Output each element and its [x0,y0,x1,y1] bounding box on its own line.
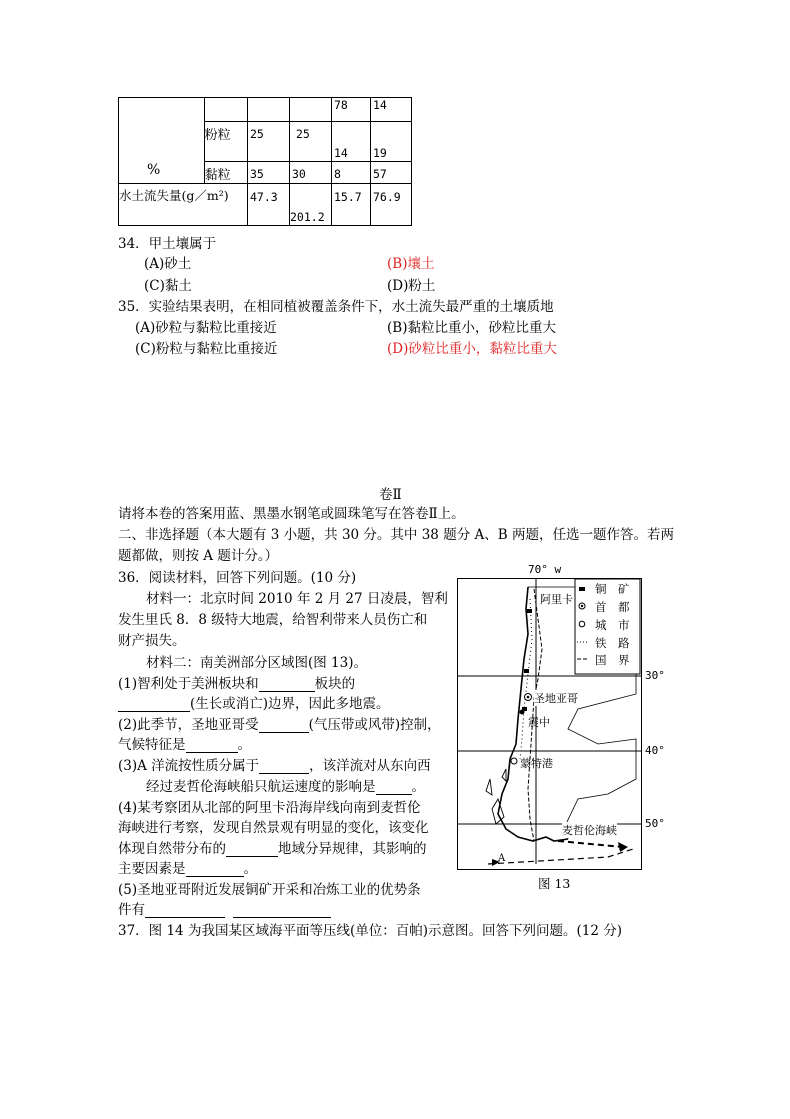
q34-option-a: (A)砂土 [144,256,192,272]
legend-city-icon [579,621,585,627]
answer-blank[interactable] [259,759,309,774]
table-row-label: 粉粒 [204,128,231,143]
table-cell: 35 [250,167,264,181]
legend-item: 铜 矿 [595,582,630,596]
table-cell: 47.3 [250,190,278,204]
answer-blank[interactable] [118,697,190,712]
q36-part4-line3: 体现自然带分布的 地域分异规律，其影响的 [118,841,427,857]
city-label-santiago: 圣地亚哥 [534,692,578,705]
table-unit: % [147,162,161,178]
islands [486,769,506,824]
legend-item: 城 市 [595,618,630,632]
q36-part4-line2: 海峡进行考察，发现自然景观有明显的变化，该变化 [118,820,429,836]
answer-blank[interactable] [376,780,412,795]
table-cell: 78 [332,98,371,122]
q35-option-a: (A)砂粒与黏粒比重接近 [135,320,277,336]
q36-part5-line2: 件有 [118,898,331,918]
arrow-head-icon [618,842,628,852]
copper-mine-icon [524,669,529,673]
legend-item: 国 界 [595,653,630,667]
table-cell: 14 [371,98,412,122]
table-cell: 14 [334,146,348,160]
q35-option-d: (D)砂粒比重小，黏粒比重大 [387,341,557,357]
q34-option-d: (D)粉土 [387,278,436,294]
answer-blank[interactable] [186,738,238,753]
answer-blank[interactable] [259,677,315,692]
table-row-label: 水土流失量(g／m²) [119,188,229,203]
map-longitude-label: 70° w [528,563,562,576]
q35-option-b: (B)黏粒比重小，砂粒比重大 [387,320,556,336]
table-cell: 25 [296,127,310,141]
table-cell: 30 [292,167,306,181]
lat-label-40: 40° [645,744,665,757]
table-row-label: 黏粒 [204,168,231,183]
q36-part1-line1: (1)智利处于美洲板块和 板块的 [118,676,356,692]
answer-blank[interactable] [233,903,331,918]
legend-copper-icon [579,587,585,591]
q36-material2: 材料二：南美洲部分区域图(图 13)。 [146,655,368,671]
q36-part5-line1: (5)圣地亚哥附近发展铜矿开采和冶炼工业的优势条 [118,882,421,898]
q35-option-c: (C)粉粒与黏粒比重接近 [135,341,278,357]
q36-part3-line1: (3)A 洋流按性质分属于 ，该洋流对从东向西 [118,758,431,774]
table-cell: 25 [250,127,264,141]
q36-material1-line3: 财产损失。 [118,633,186,649]
q36-stem: 36．阅读材料，回答下列问题。(10 分) [118,570,357,586]
answer-blank[interactable] [145,903,225,918]
section-instruction: 请将本卷的答案用蓝、黑墨水钢笔或圆珠笔写在答卷Ⅱ上。 [118,506,465,522]
figure-caption: 图 13 [538,876,571,891]
table-cell: 8 [334,167,341,181]
q36-part4-line1: (4)某考察团从北部的阿里卡沿海岸线向南到麦哲伦 [118,800,421,816]
legend-item: 铁 路 [595,636,630,650]
table-cell: 15.7 [334,190,362,204]
q36-part1-line2: (生长或消亡)边界，因此多地震。 [118,692,390,712]
section-heading-line2: 题都做，则按 A 题计分。） [118,548,279,564]
section-title: 卷Ⅱ [379,487,402,503]
table-cell: 76.9 [373,190,401,204]
map-frame [457,578,642,870]
city-label-montt: 蒙特港 [520,757,553,770]
strait-route [558,841,623,847]
legend-item: 首 都 [595,600,630,614]
strait-label: 麦哲伦海峡 [562,824,617,837]
q37-stem: 37．图 14 为我国某区域海平面等压线(单位：百帕)示意图。回答下列问题。(12 分) [118,923,622,939]
city-icon [511,758,517,764]
q34-option-c: (C)黏土 [144,278,192,294]
epicenter-icon [520,710,525,715]
answer-blank[interactable] [186,862,244,877]
lat-label-30: 30° [645,669,665,682]
q36-part2-line1: (2)此季节，圣地亚哥受 (气压带或风带)控制， [118,717,441,733]
q36-material1-line1: 材料一：北京时间 2010 年 2 月 27 日凌晨，智利 [146,591,448,607]
legend-capital-icon [581,605,583,607]
q34-option-b: (B)壤土 [387,256,435,272]
ocean-current-a [488,849,633,864]
q36-part2-line2: 气候特征是 。 [118,737,251,753]
q36-part4-line4: 主要因素是 。 [118,861,257,877]
q34-stem: 34．甲土壤属于 [118,236,217,252]
q36-material1-line2: 发生里氏 8．8 级特大地震，给智利带来人员伤亡和 [118,612,428,628]
answer-blank[interactable] [226,842,278,857]
answer-blank[interactable] [259,718,309,733]
lat-label-50: 50° [645,817,665,830]
q36-part3-line2: 经过麦哲伦海峡船只航运速度的影响是 。 [146,779,425,795]
section-heading-line1: 二、非选择题（本大题有 3 小题，共 30 分。其中 38 题分 A、B 两题，任选一题作答。若两 [118,527,674,543]
city-label-arica: 阿里卡 [540,593,573,606]
epicenter-label: 震中 [528,716,550,729]
copper-mine-icon [527,609,532,613]
q35-stem: 35．实验结果表明，在相同植被覆盖条件下，水土流失最严重的土壤质地 [118,299,554,315]
table-cell: 57 [373,167,387,181]
table-cell: 19 [373,146,387,160]
table-cell: 201.2 [290,210,325,224]
current-label: A [498,853,506,864]
table-unit-cell [119,98,205,184]
